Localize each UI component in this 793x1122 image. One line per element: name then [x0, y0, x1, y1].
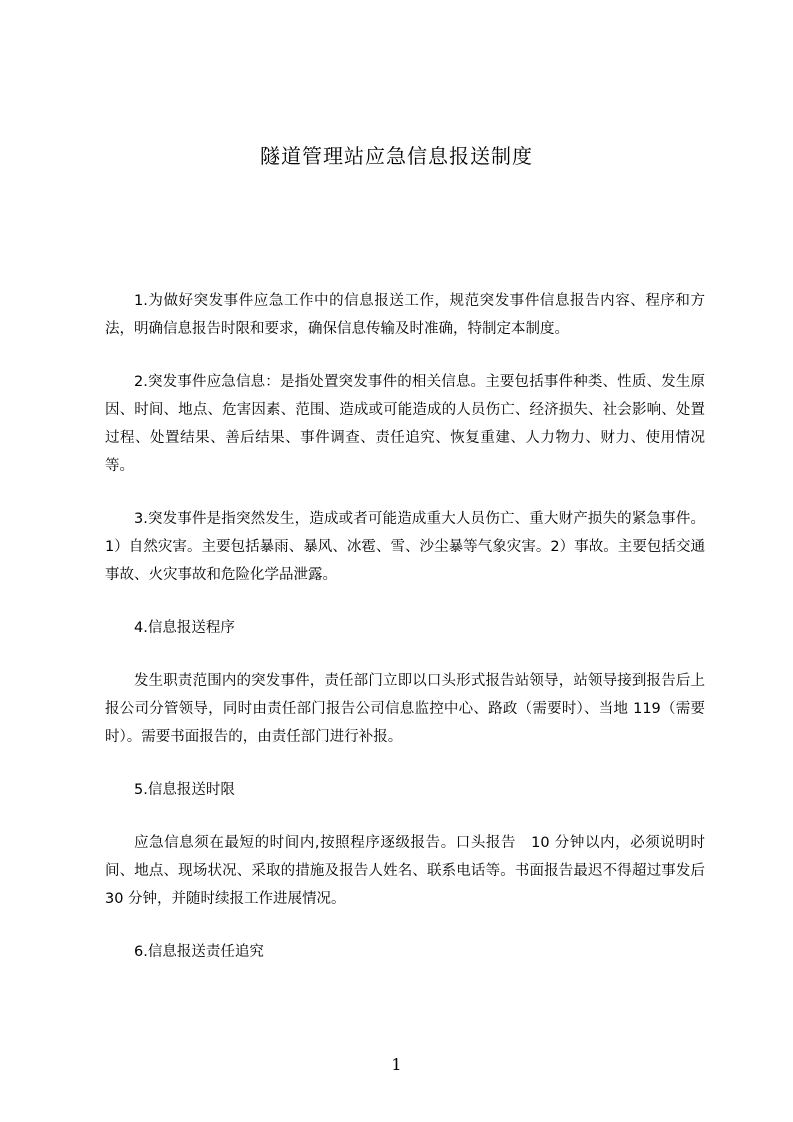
- paragraph-time-limit: 应急信息须在最短的时间内,按照程序逐级报告。口头报告 10 分钟以内，必须说明时间、地点、现场状况、采取的措施及报告人姓名、联系电话等。书面报告最迟不得超过事发后 30 分钟，并随时续报工作进展情况。: [105, 835, 705, 907]
- paragraph-purpose: 1.为做好突发事件应急工作中的信息报送工作，规范突发事件信息报告内容、程序和方法，明确信息报告时限和要求，确保信息传输及时准确，特制定本制度。: [105, 293, 705, 337]
- paragraph-procedure: 发生职责范围内的突发事件，责任部门立即以口头形式报告站领导，站领导接到报告后上报公司分管领导，同时由责任部门报告公司信息监控中心、路政（需要时）、当地 119（需要时）。需要书面报告的，由责任部门进行补报。: [105, 673, 705, 745]
- section-heading-procedure: 4.信息报送程序: [134, 620, 235, 636]
- page-number: 1: [391, 1055, 402, 1074]
- section-heading-time-limit: 5.信息报送时限: [134, 782, 235, 798]
- document-title: 隧道管理站应急信息报送制度: [260, 144, 533, 168]
- paragraph-emergency-info-definition: 2.突发事件应急信息：是指处置突发事件的相关信息。主要包括事件种类、性质、发生原因、时间、地点、危害因素、范围、造成或可能造成的人员伤亡、经济损失、社会影响、处置过程、处置结果、善后结果、事件调查、责任追究、恢复重建、人力物力、财力、使用情况等。: [105, 374, 705, 474]
- document-body: [105, 287, 705, 966]
- paragraph-emergency-event-definition: 3.突发事件是指突然发生，造成或者可能造成重大人员伤亡、重大财产损失的紧急事件。1）自然灾害。主要包括暴雨、暴风、冰雹、雪、沙尘暴等气象灾害。2）事故。主要包括交通事故、火灾事故和危险化学品泄露。: [105, 511, 705, 583]
- section-heading-accountability: 6.信息报送责任追究: [134, 944, 264, 960]
